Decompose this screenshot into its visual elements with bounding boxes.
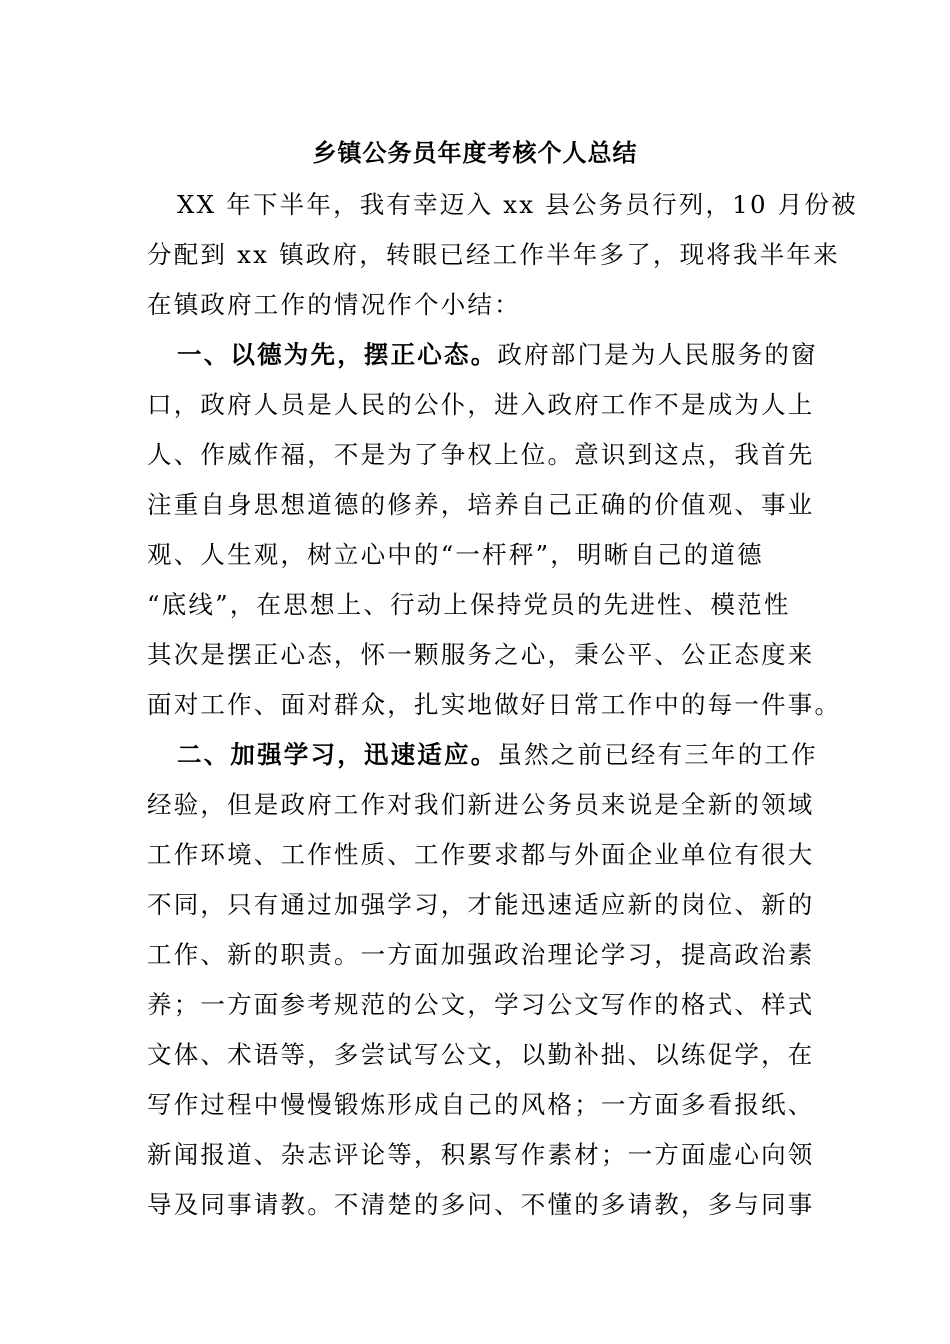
- section1-line: 其次是摆正心态，怀一颗服务之心，秉公平、公正态度来: [147, 640, 815, 669]
- section2-line: 经验，但是政府工作对我们新进公务员来说是全新的领域: [147, 790, 815, 819]
- section2-line: 不同，只有通过加强学习，才能迅速适应新的岗位、新的: [147, 890, 815, 919]
- intro-line: 分配到 xx 镇政府，转眼已经工作半年多了，现将我半年来: [147, 240, 840, 269]
- document-body: [147, 180, 858, 1230]
- section2-line: 文体、术语等，多尝试写公文，以勤补拙、以练促学，在: [147, 1040, 815, 1069]
- section2-line: 工作、新的职责。一方面加强政治理论学习，提高政治素: [147, 940, 815, 969]
- document-title: 乡镇公务员年度考核个人总结: [312, 138, 638, 167]
- section1-heading: 一、以德为先，摆正心态。: [177, 340, 498, 369]
- section1-line: 面对工作、面对群众，扎实地做好日常工作中的每一件事。: [147, 690, 842, 719]
- section1-first-line-text: 政府部门是为人民服务的窗: [497, 340, 818, 369]
- section2-line: 写作过程中慢慢锻炼形成自己的风格；一方面多看报纸、: [147, 1090, 815, 1119]
- section1-line: 人、作威作福，不是为了争权上位。意识到这点，我首先: [147, 440, 815, 469]
- section2-line: 导及同事请教。不清楚的多问、不懂的多请教，多与同事: [147, 1190, 815, 1219]
- section2-first-line-text: 虽然之前已经有三年的工作: [497, 740, 818, 769]
- section2-heading: 二、加强学习，迅速适应。: [177, 740, 498, 769]
- section1-line: “底线”，在思想上、行动上保持党员的先进性、模范性: [147, 590, 791, 619]
- intro-line: 在镇政府工作的情况作个小结：: [147, 290, 521, 319]
- section2-line: 新闻报道、杂志评论等，积累写作素材；一方面虚心向领: [147, 1140, 815, 1169]
- section1-line: 口，政府人员是人民的公仆，进入政府工作不是成为人上: [147, 390, 815, 419]
- intro-line: XX 年下半年，我有幸迈入 xx 县公务员行列，10 月份被: [177, 190, 858, 219]
- section2-first-line: [147, 730, 818, 780]
- section1-line: 观、人生观，树立心中的“一杆秤”，明晰自己的道德: [147, 540, 764, 569]
- section2-line: 养；一方面参考规范的公文，学习公文写作的格式、样式: [147, 990, 815, 1019]
- section1-first-line: [147, 330, 818, 380]
- section1-line: 注重自身思想道德的修养，培养自己正确的价值观、事业: [147, 490, 815, 519]
- section2-line: 工作环境、工作性质、工作要求都与外面企业单位有很大: [147, 840, 815, 869]
